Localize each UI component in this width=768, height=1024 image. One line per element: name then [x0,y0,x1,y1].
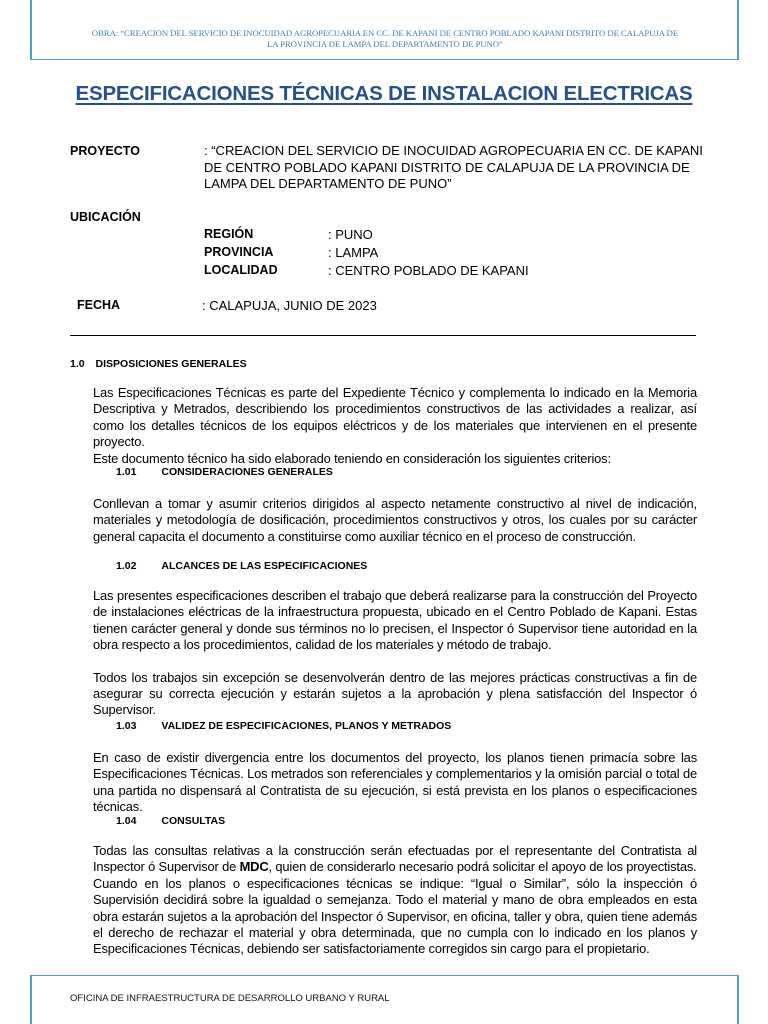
paragraph: En caso de existir divergencia entre los documentos del proyecto, los planos tienen primacía sobre las Especificaciones Técnicas. Los metrados son referenciales y complementarios y la omisión parcial o total de una partida no dispensará al Contratista de su ejecución, si está prevista en los planos o especificaciones técnicas. [93,750,697,815]
section-1-03-body [93,750,697,816]
localidad-label: LOCALIDAD [204,263,278,277]
footer-divider [30,975,738,976]
section-heading-1-03 [116,720,451,732]
section-title: CONSIDERACIONES GENERALES [161,466,333,478]
paragraph: Las presentes especificaciones describen el trabajo que deberá realizarse para la construcción del Proyecto de instalaciones eléctricas de la infraestructura propuesta, ubicado en el Centro Poblado de Kapani. Estas tienen carácter general y donde sus términos no lo precisen, el Inspector ó Supervisor tiene autoridad en la obra respecto a los procedimientos, calidad de los materiales y método de trabajo. [93,588,697,653]
header-left-bar [30,0,32,60]
section-1-0-body [93,385,697,467]
page-footer: OFICINA DE INFRAESTRUCTURA DE DESARROLLO URBANO Y RURAL [70,993,390,1004]
header-divider [30,59,738,60]
section-1-02-body [93,588,697,719]
section-1-04-body [93,843,697,958]
proyecto-value: : “CREACION DEL SERVICIO DE INOCUIDAD AGROPECUARIA EN CC. DE KAPANI DE CENTRO POBLADO KAPANI DISTRITO DE CALAPUJA DE LA PROVINCIA DE LAMPA DEL DEPARTAMENTO DE PUNO” [204,143,703,191]
localidad-value: : CENTRO POBLADO DE KAPANI [328,263,529,278]
section-heading-1-04 [116,815,225,827]
paragraph: Conllevan a tomar y asumir criterios dirigidos al aspecto netamente constructivo al nivel de indicación, materiales y metodología de dosificación, procedimientos constructivos y otros, los cuales por su carácter general capacita el documento a constituirse como auxiliar técnico en el proceso de construcción. [93,496,697,544]
header-obra-line1: OBRA: “CREACION DEL SERVICIO DE INOCUIDAD AGROPECUARIA EN CC. DE KAPANI DE CENTRO POBLADO KAPANI DISTRITO DE CALAPUJA DE [91,28,679,38]
paragraph: Cuando en los planos o especificaciones técnicas se indique: “Igual o Similar”, sólo la inspección ó Supervisión decidirá sobre la igualdad o semejanza. Todo el material y mano de obra empleados en esta obra estarán sujetos a la aprobación del Inspector ó Supervisor, en oficina, taller y obra, quien tiene además el derecho de rechazar el material y obra determinada, que no cumpla con lo indicado en los planos y Especificaciones Técnicas, debiendo ser satisfactoriamente corregidos sin cargo para el propietario. [93,875,697,957]
region-value: : PUNO [328,227,373,242]
paragraph: Las Especificaciones Técnicas es parte del Expediente Técnico y complementa lo indicado en la Memoria Descriptiva y Metrados, describiendo los procedimientos constructivos de las actividades a realizar, así como los detalles técnicos de los equipos eléctricos y de los materiales que intervienen en el presente proyecto. [93,385,697,450]
mdc-bold-text: MDC [239,859,269,875]
section-title: ALCANCES DE LAS ESPECIFICACIONES [161,560,368,572]
footer-right-bar [737,975,739,1024]
provincia-label: PROVINCIA [204,245,274,259]
section-title: VALIDEZ DE ESPECIFICACIONES, PLANOS Y METRADOS [161,720,452,732]
section-number: 1.0 [70,358,85,370]
section-heading-1-02 [116,560,367,572]
section-heading-1-01 [116,466,333,478]
page-header [60,28,710,50]
section-number: 1.01 [116,466,137,478]
header-obra-line2: LA PROVINCIA DE LAMPA DEL DEPARTAMENTO DE PUNO” [267,39,503,49]
region-label: REGIÓN [204,227,254,241]
header-right-bar [737,0,739,60]
proyecto-label: PROYECTO [70,144,140,158]
section-number: 1.03 [116,720,137,732]
fecha-value: : CALAPUJA, JUNIO DE 2023 [202,298,377,313]
provincia-value: : LAMPA [328,245,379,260]
info-divider [70,335,696,336]
section-number: 1.04 [116,815,137,827]
section-number: 1.02 [116,560,137,572]
section-title: CONSULTAS [161,815,226,827]
paragraph-text: Todas las consultas relativas a la construcción serán efectuadas por el representante del Contratista al Inspector ó Supervisor de [93,843,697,875]
section-title: DISPOSICIONES GENERALES [95,358,247,370]
section-1-01-body [93,496,697,545]
paragraph-text: , quien de considerarlo necesario podrá solicitar el apoyo de los proyectistas. [268,859,697,875]
section-heading-1-0 [70,358,247,370]
ubicacion-label: UBICACIÓN [70,210,141,224]
paragraph: Todos los trabajos sin excepción se desenvolverán dentro de las mejores prácticas constructivas a fin de asegurar su correcta ejecución y estarán sujetos a la aprobación y plena satisfacción del Inspector ó Supervisor. [93,669,697,718]
paragraph [93,843,697,876]
document-title: ESPECIFICACIONES TÉCNICAS DE INSTALACION ELECTRICAS [75,82,693,105]
paragraph: Este documento técnico ha sido elaborado teniendo en consideración los siguientes criterios: [93,450,611,466]
fecha-label: FECHA [77,298,121,312]
footer-left-bar [30,975,32,1024]
